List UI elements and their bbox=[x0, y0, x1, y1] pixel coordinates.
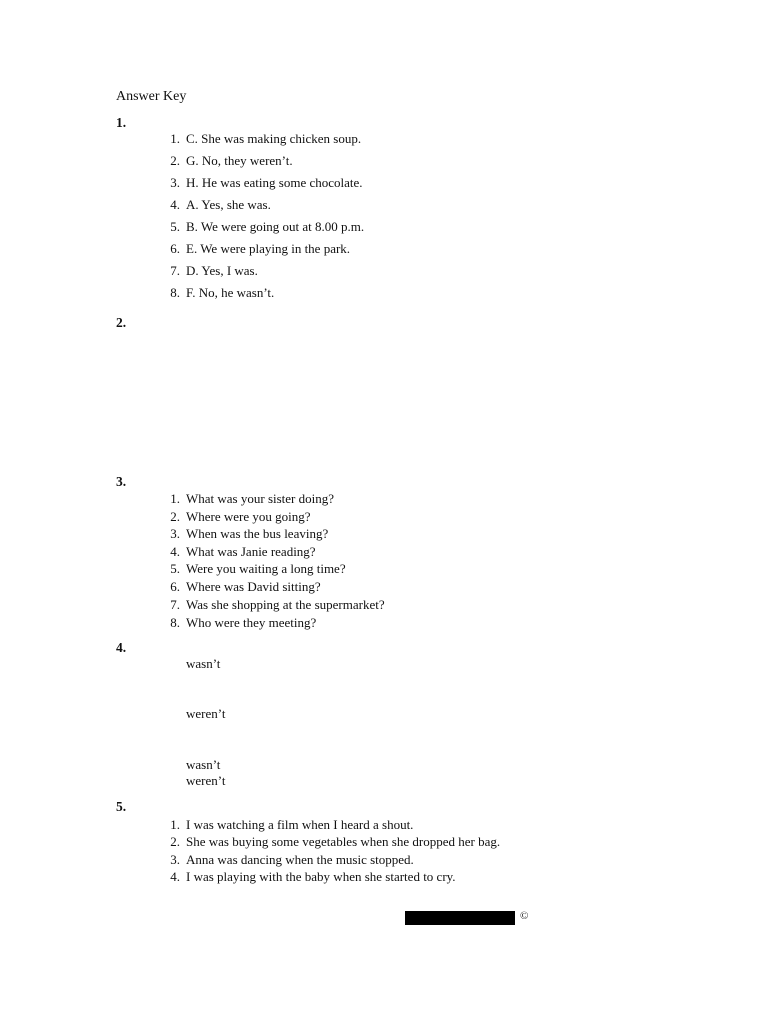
answer-word: weren’t bbox=[186, 773, 226, 788]
list-item bbox=[160, 218, 364, 235]
item-text: H. He was eating some chocolate. bbox=[186, 175, 363, 190]
item-text: A. Yes, she was. bbox=[186, 197, 271, 212]
section-3-number: 3. bbox=[116, 474, 127, 489]
item-number: 4. bbox=[170, 544, 180, 559]
item-text: Who were they meeting? bbox=[186, 615, 317, 630]
item-number: 1. bbox=[170, 817, 180, 832]
item-number: 4. bbox=[170, 197, 180, 212]
answer-word: wasn’t bbox=[186, 757, 221, 772]
section-4-number: 4. bbox=[116, 640, 127, 655]
section-5-number: 5. bbox=[116, 799, 127, 814]
list-item bbox=[160, 262, 258, 279]
list-item bbox=[160, 130, 361, 147]
item-text: E. We were playing in the park. bbox=[186, 241, 351, 256]
item-text: Anna was dancing when the music stopped. bbox=[186, 852, 414, 867]
item-number: 2. bbox=[170, 834, 180, 849]
item-number: 3. bbox=[170, 852, 180, 867]
item-text: D. Yes, I was. bbox=[186, 263, 258, 278]
list-item bbox=[160, 833, 500, 850]
list-item bbox=[160, 614, 316, 631]
list-item bbox=[160, 284, 274, 301]
item-number: 5. bbox=[170, 561, 180, 576]
list-item bbox=[160, 240, 350, 257]
list-item bbox=[160, 490, 334, 507]
list-item bbox=[160, 578, 321, 595]
item-number: 8. bbox=[170, 285, 180, 300]
item-number: 1. bbox=[170, 491, 180, 506]
redaction-bar bbox=[405, 911, 515, 925]
item-number: 5. bbox=[170, 219, 180, 234]
item-number: 1. bbox=[170, 131, 180, 146]
item-number: 3. bbox=[170, 175, 180, 190]
section-2-number: 2. bbox=[116, 315, 127, 330]
item-number: 7. bbox=[170, 597, 180, 612]
item-text: What was your sister doing? bbox=[186, 491, 335, 506]
answer-word: weren’t bbox=[186, 706, 226, 721]
list-item bbox=[160, 868, 456, 885]
item-number: 2. bbox=[170, 509, 180, 524]
list-item bbox=[160, 508, 311, 525]
item-number: 3. bbox=[170, 526, 180, 541]
item-number: 6. bbox=[170, 579, 180, 594]
item-text: I was playing with the baby when she started to cry. bbox=[186, 869, 456, 884]
item-number: 8. bbox=[170, 615, 180, 630]
list-item bbox=[160, 152, 293, 169]
item-text: B. We were going out at 8.00 p.m. bbox=[186, 219, 365, 234]
item-text: What was Janie reading? bbox=[186, 544, 316, 559]
list-item bbox=[160, 174, 363, 191]
item-text: She was buying some vegetables when she dropped her bag. bbox=[186, 834, 501, 849]
list-item bbox=[160, 196, 271, 213]
list-item bbox=[160, 851, 414, 868]
list-item bbox=[160, 560, 346, 577]
section-1-number: 1. bbox=[116, 115, 127, 130]
list-item bbox=[160, 816, 413, 833]
item-number: 4. bbox=[170, 869, 180, 884]
item-number: 2. bbox=[170, 153, 180, 168]
list-item bbox=[160, 543, 316, 560]
item-text: Where were you going? bbox=[186, 509, 311, 524]
item-text: When was the bus leaving? bbox=[186, 526, 329, 541]
item-text: Where was David sitting? bbox=[186, 579, 321, 594]
list-item bbox=[160, 596, 385, 613]
item-text: Were you waiting a long time? bbox=[186, 561, 346, 576]
answer-key-title: Answer Key bbox=[116, 89, 187, 104]
item-text: Was she shopping at the supermarket? bbox=[186, 597, 385, 612]
item-text: F. No, he wasn’t. bbox=[186, 285, 275, 300]
item-number: 7. bbox=[170, 263, 180, 278]
list-item bbox=[160, 525, 328, 542]
item-text: G. No, they weren’t. bbox=[186, 153, 293, 168]
copyright-symbol: © bbox=[520, 910, 529, 922]
item-number: 6. bbox=[170, 241, 180, 256]
item-text: C. She was making chicken soup. bbox=[186, 131, 362, 146]
answer-word: wasn’t bbox=[186, 656, 221, 671]
item-text: I was watching a film when I heard a shout. bbox=[186, 817, 414, 832]
